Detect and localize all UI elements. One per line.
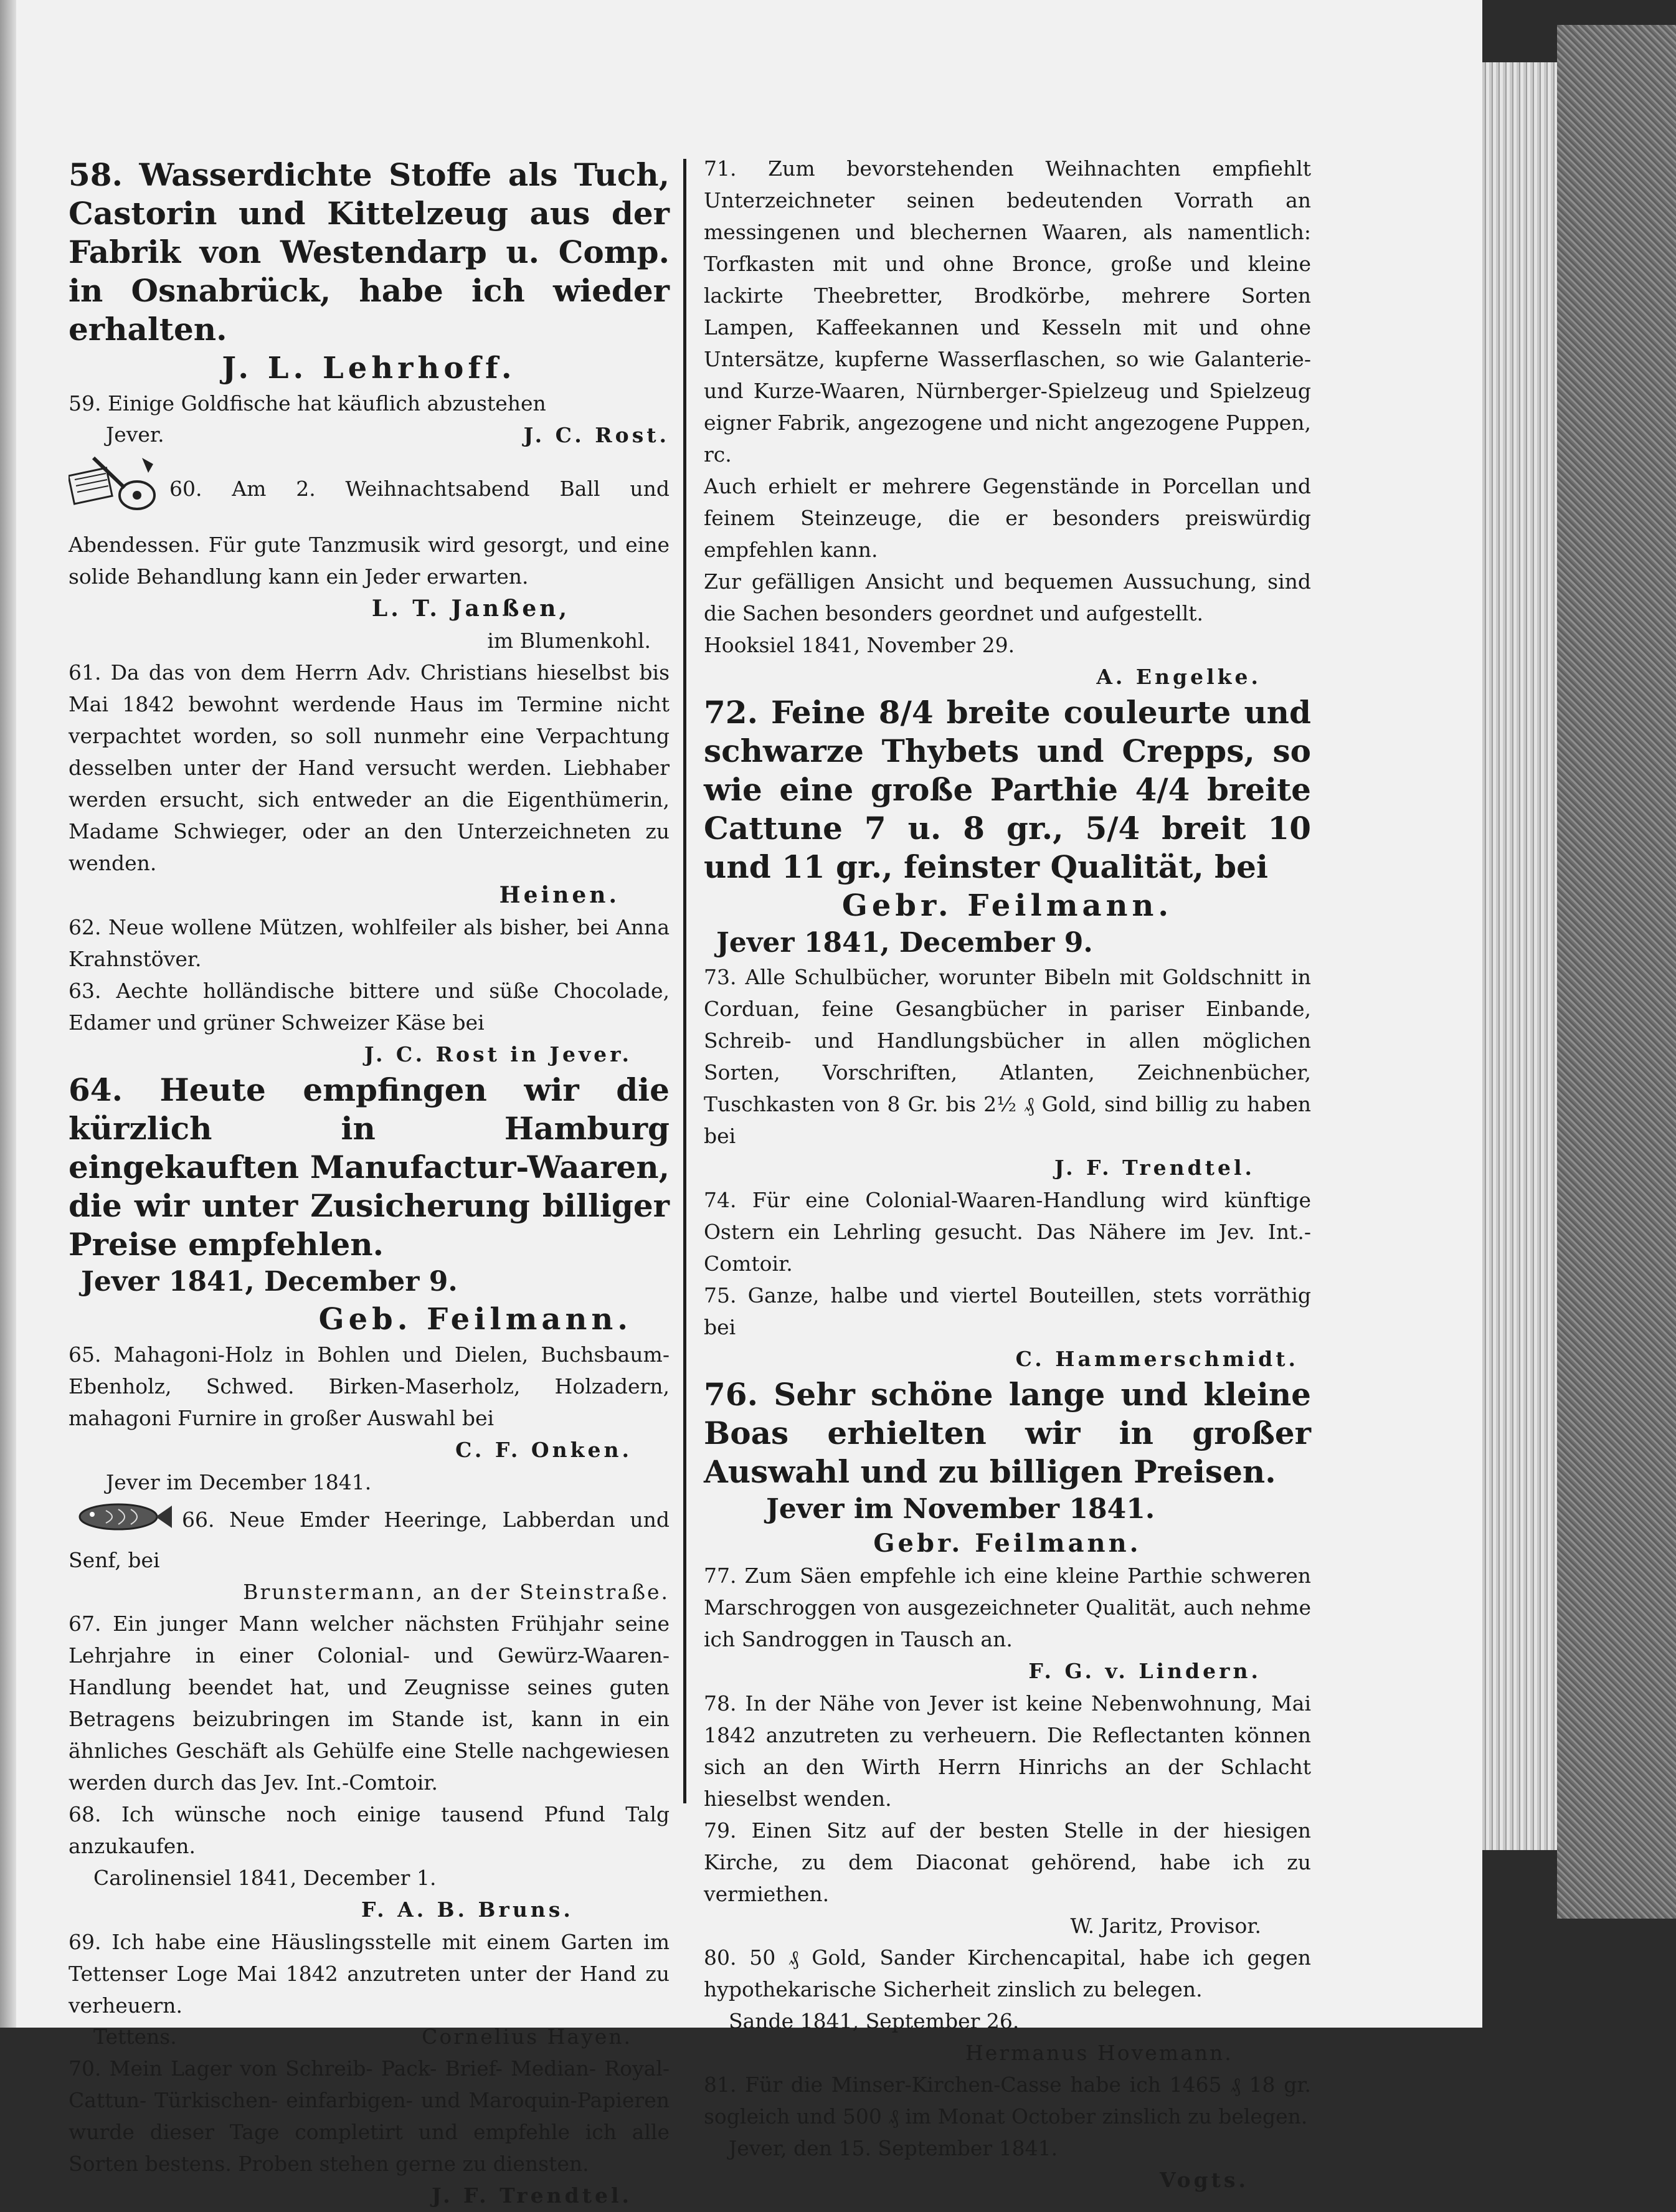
ad-61-text: 61. Da das von dem Herrn Adv. Christians hieselbst bis Mai 1842 bewohnt werdende Haus im Termine nicht verpachtet worden, so soll nunmehr eine Verpachtung desselben unter der Hand versucht werden. Liebhaber werden ersucht, sich entweder an die Eigenthümerin, Madame Schwieger, oder an den Unterzeichneten zu wenden. <box>69 660 670 875</box>
fish-vignette-icon <box>69 1498 174 1544</box>
ad-61-signature: Heinen. <box>499 882 620 908</box>
ad-68-text: 68. Ich wünsche noch einige tausend Pfund Talg anzukaufen. <box>69 1802 670 1858</box>
ad-66-body: 66. Neue Emder Heeringe, Labberdan und Senf, bei <box>69 1507 670 1572</box>
ad-76-text: 76. Sehr schöne lange und kleine Boas erhielten wir in großer Auswahl und zu billigen Preisen. <box>704 1376 1311 1490</box>
ad-59-text: 59. Einige Goldfische hat käuflich abzustehen <box>69 391 546 415</box>
ad-69-footer <box>69 2021 670 2053</box>
ad-73-signature: J. F. Trendtel. <box>1054 1156 1255 1180</box>
ad-60-text <box>69 452 670 592</box>
ad-62-text: 62. Neue wollene Mützen, wohlfeiler als bisher, bei Anna Krahnstöver. <box>69 915 670 971</box>
ad-69-place: Tettens. <box>93 2025 177 2049</box>
ad-70-text: 70. Mein Lager von Schreib- Pack- Brief- Median- Royal- Cattun- Türkischen- einfarbigen- und Maroquin-Papieren wurde dieser Tage completirt und empfehle ich alle Sorten bestens. Proben stehen gerne zu diensten. <box>69 2056 670 2176</box>
ad-73-text: 73. Alle Schulbücher, worunter Bibeln mit Goldschnitt in Corduan, feine Gesangbücher in pariser Einbande, Schreib- und Handlungsbücher in allen möglichen Sorten, Vorschriften, Atlanten, Zeichnenbücher, Tuschkasten von 8 Gr. bis 2½ ₰ Gold, sind billig zu haben bei <box>704 965 1311 1148</box>
ad-66-text <box>69 1498 670 1576</box>
ad-67-text: 67. Ein junger Mann welcher nächsten Frühjahr seine Lehrjahre in einer Colonial- und Gewürz-Waaren-Handlung beendet hat, und Zeugnisse seines guten Betragens beizubringen im Stande ist, kann in ein ähnliches Geschäft als Gehülfe eine Stelle nachgewiesen werden durch das Jev. Int.-Comtoir. <box>69 1612 670 1795</box>
ad-76-date: Jever im November 1841. <box>766 1493 1155 1525</box>
ad-80-date: Sande 1841, September 26. <box>729 2009 1020 2033</box>
ad-59-signature: J. C. Rost. <box>523 423 670 447</box>
ad-71-text-2: Auch erhielt er mehrere Gegenstände in Porcellan und feinem Steinzeuge, die er besonders preiswürdig empfehlen kann. <box>704 474 1311 562</box>
ad-64-date: Jever 1841, December 9. <box>81 1266 458 1298</box>
book-gutter <box>0 0 16 2028</box>
ad-78-text: 78. In der Nähe von Jever ist keine Nebenwohnung, Mai 1842 anzutreten zu verheuern. Die Reflectanten können sich an den Wirth Herrn Hinrichs an der Schlacht hieselbst wenden. <box>704 1691 1311 1811</box>
ad-59-place: Jever. <box>106 422 164 447</box>
ad-60-signature: L. T. Janßen, <box>371 596 570 622</box>
ad-79-signature: W. Jaritz, Provisor. <box>1070 1914 1261 1938</box>
ad-66-signature: Brunstermann, an der Steinstraße. <box>243 1580 670 1604</box>
ad-65-text: 65. Mahagoni-Holz in Bohlen und Dielen, Buchsbaum-Ebenholz, Schwed. Birken-Maserholz, Holzadern, mahagoni Furnire in großer Auswahl bei <box>69 1342 670 1430</box>
ad-70-signature: J. F. Trendtel. <box>432 2183 632 2208</box>
ad-58-signature: J. L. Lehrhoff. <box>222 351 516 386</box>
page-edges <box>1482 62 1557 1850</box>
ad-81-signature: Vogts. <box>1160 2168 1249 2192</box>
ad-65-date: Jever im December 1841. <box>106 1470 372 1494</box>
ad-64-text: 64. Heute empfingen wir die kürzlich in Hamburg eingekauften Manufactur-Waaren, die wir unter Zusicherung billiger Preise empfehlen. <box>69 1071 670 1263</box>
ad-71-date: Hooksiel 1841, November 29. <box>704 633 1015 657</box>
ad-81-date: Jever, den 15. September 1841. <box>729 2136 1058 2160</box>
ad-72-signature: Gebr. Feilmann. <box>841 888 1173 923</box>
ad-71-text: 71. Zum bevorstehenden Weihnachten empfiehlt Unterzeichneter seinen bedeutenden Vorrath an messingenen und blechernen Waaren, als namentlich: Torfkasten mit und ohne Bronce, große und kleine lackirte Theebretter, Brodkörbe, mehrere Sorten Lampen, Kaffeekannen und Kesseln mit und ohne Untersätze, kupferne Wasserflaschen, so wie Galanterie- und Kurze-Waaren, Nürnberger-Spielzeug und Spielzeug eigner Fabrik, angezogene und nicht angezogene Puppen, rc. <box>704 156 1311 467</box>
ad-81-text: 81. Für die Minser-Kirchen-Casse habe ich 1465 ₰ 18 gr. sogleich und 500 ₰ im Monat October zinslich zu belegen. <box>704 2072 1311 2129</box>
ad-74-text: 74. Für eine Colonial-Waaren-Handlung wird künftige Ostern ein Lehrling gesucht. Das Nähere im Jev. Int.-Comtoir. <box>704 1188 1311 1276</box>
right-column <box>704 153 1311 2196</box>
ad-77-text: 77. Zum Säen empfehle ich eine kleine Parthie schweren Marschroggen von ausgezeichneter Qualität, auch nehme ich Sandroggen in Tausch an. <box>704 1564 1311 1651</box>
ad-71-signature: A. Engelke. <box>1096 665 1261 689</box>
book-cover <box>1557 25 1676 1919</box>
ad-75-signature: C. Hammerschmidt. <box>1015 1347 1299 1371</box>
ad-72-text: 72. Feine 8/4 breite couleurte und schwarze Thybets und Crepps, so wie eine große Parthie 4/4 breite Cattune 7 u. 8 gr., 5/4 breit 10 und 11 gr., feinster Qualität, bei <box>704 694 1311 885</box>
ad-59-footer <box>69 419 670 452</box>
ad-64-signature: Geb. Feilmann. <box>318 1302 632 1337</box>
ad-68-date: Carolinensiel 1841, December 1. <box>93 1866 437 1890</box>
column-rule <box>683 159 686 1803</box>
ad-77-signature: F. G. v. Lindern. <box>1028 1659 1261 1683</box>
ad-75-text: 75. Ganze, halbe und viertel Bouteillen, stets vorräthig bei <box>704 1283 1311 1339</box>
ad-63-text: 63. Aechte holländische bittere und süße Chocolade, Edamer und grüner Schweizer Käse bei <box>69 979 670 1035</box>
ad-80-signature: Hermanus Hovemann. <box>965 2041 1233 2065</box>
ad-60-body: 60. Am 2. Weihnachtsabend Ball und Abendessen. Für gute Tanzmusik wird gesorgt, und eine solide Behandlung kann ein Jeder erwarten. <box>69 477 670 589</box>
ad-80-text: 80. 50 ₰ Gold, Sander Kirchencapital, habe ich gegen hypothekarische Sicherheit zinslich zu belegen. <box>704 1945 1311 2001</box>
ad-79-text: 79. Einen Sitz auf der besten Stelle in der hiesigen Kirche, zu dem Diaconat gehörend, habe ich zu vermiethen. <box>704 1818 1311 1906</box>
ad-63-signature: J. C. Rost in Jever. <box>364 1042 632 1066</box>
ad-68-signature: F. A. B. Bruns. <box>361 1897 574 1922</box>
ad-76-signature: Gebr. Feilmann. <box>873 1529 1142 1558</box>
left-column <box>69 156 670 2212</box>
guitar-vignette-icon <box>69 452 162 529</box>
ad-69-signature: Cornelius Hayen. <box>422 2025 632 2049</box>
ad-65-signature: C. F. Onken. <box>455 1438 632 1462</box>
ad-71-text-3: Zur gefälligen Ansicht und bequemen Aussuchung, sind die Sachen besonders geordnet und aufgestellt. <box>704 569 1311 625</box>
ad-72-date: Jever 1841, December 9. <box>716 927 1093 959</box>
ad-60-signature-location: im Blumenkohl. <box>487 629 651 653</box>
ad-58-text: 58. Wasserdichte Stoffe als Tuch, Castorin und Kittelzeug aus der Fabrik von Westendarp u. Comp. in Osnabrück, habe ich wieder erhalten. <box>69 156 670 348</box>
ad-69-text: 69. Ich habe eine Häuslingsstelle mit einem Garten im Tettenser Loge Mai 1842 anzutreten unter der Hand zu verheuern. <box>69 1930 670 2018</box>
